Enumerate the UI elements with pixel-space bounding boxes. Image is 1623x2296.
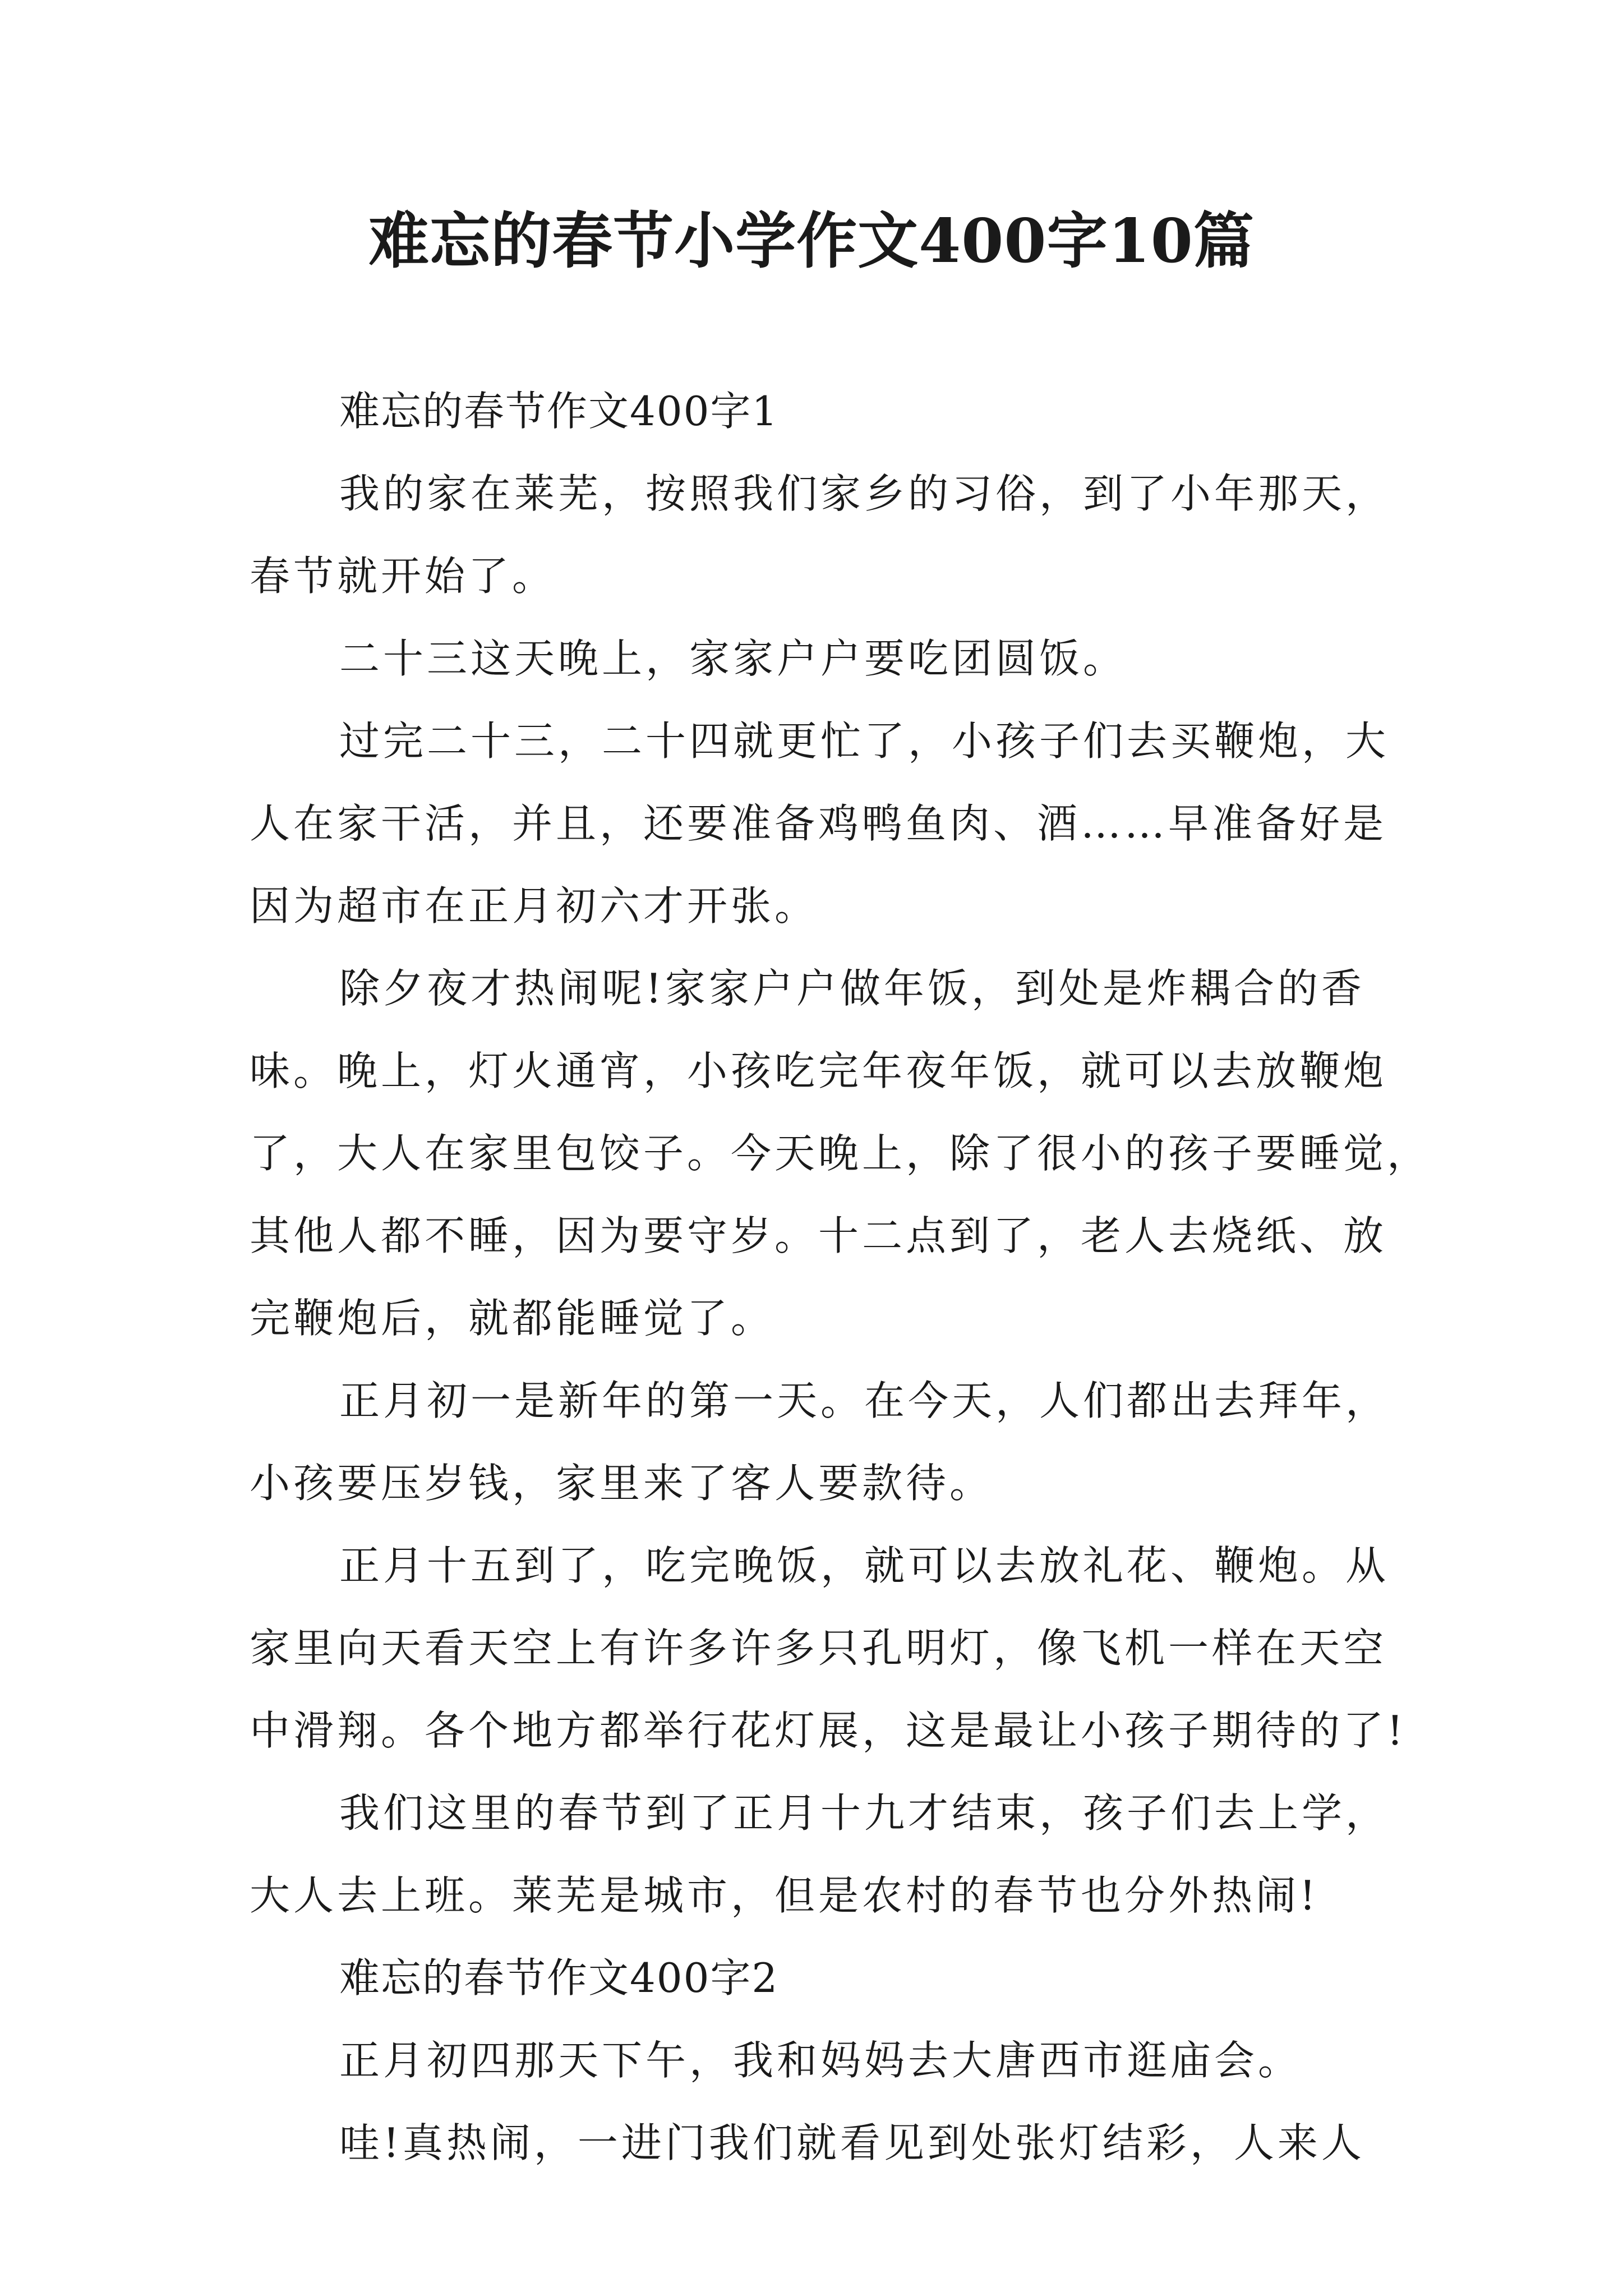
paragraph (250, 453, 1394, 618)
document-body (250, 370, 1431, 2184)
paragraph (250, 947, 1431, 1360)
paragraph-line: 人在家干活，并且，还要准备鸡鸭鱼肉、酒……早准备好是 (250, 800, 1387, 847)
paragraph-line: 除夕夜才热闹呢!家家户户做年饭，到处是炸耦合的香 (339, 965, 1365, 1012)
paragraph-line: 大人去上班。莱芜是城市，但是农村的春节也分外热闹! (250, 1872, 1319, 1919)
section-heading (250, 370, 1394, 453)
paragraph (250, 1525, 1407, 1772)
paragraph-line: 正月十五到了，吃完晚饭，就可以去放礼花、鞭炮。从 (339, 1542, 1390, 1589)
paragraph-line: 我的家在莱芜，按照我们家乡的习俗，到了小年那天， (339, 470, 1390, 517)
paragraph (250, 2102, 1394, 2184)
paragraph-line: 小孩要压岁钱，家里来了客人要款待。 (250, 1460, 994, 1507)
paragraph-line: 完鞭炮后，就都能睡觉了。 (250, 1295, 775, 1342)
paragraph-line: 中滑翔。各个地方都举行花灯展，这是最让小孩子期待的了! (250, 1707, 1407, 1754)
paragraph-line: 我们这里的春节到了正月十九才结束，孩子们去上学， (339, 1789, 1390, 1837)
section-heading (250, 1937, 1394, 2019)
paragraph-line: 了，大人在家里包饺子。今天晚上，除了很小的孩子要睡觉， (250, 1130, 1431, 1177)
document-title: 难忘的春节小学作文400字10篇 (368, 206, 1255, 277)
paragraph-line: 难忘的春节作文400字2 (339, 1954, 779, 2001)
paragraph (250, 618, 1394, 700)
paragraph-line: 味。晚上，灯火通宵，小孩吃完年夜年饭，就可以去放鞭炮 (250, 1047, 1387, 1094)
paragraph (250, 1360, 1394, 1525)
paragraph (250, 1772, 1394, 1937)
paragraph-line: 二十三这天晚上，家家户户要吃团圆饭。 (339, 635, 1127, 682)
paragraph-line: 过完二十三，二十四就更忙了，小孩子们去买鞭炮，大 (339, 717, 1390, 765)
paragraph-line: 正月初四那天下午，我和妈妈去大唐西市逛庙会。 (339, 2037, 1302, 2084)
paragraph-line: 其他人都不睡，因为要守岁。十二点到了，老人去烧纸、放 (250, 1212, 1387, 1259)
paragraph-line: 因为超市在正月初六才开张。 (250, 882, 819, 930)
paragraph (250, 700, 1394, 947)
paragraph-line: 难忘的春节作文400字1 (339, 388, 779, 435)
paragraph-line: 正月初一是新年的第一天。在今天，人们都出去拜年， (339, 1377, 1390, 1424)
paragraph-line: 哇!真热闹，一进门我们就看见到处张灯结彩，人来人 (339, 2119, 1365, 2166)
paragraph (250, 2019, 1394, 2102)
paragraph-line: 家里向天看天空上有许多许多只孔明灯，像飞机一样在天空 (250, 1625, 1387, 1672)
paragraph-line: 春节就开始了。 (250, 553, 556, 600)
